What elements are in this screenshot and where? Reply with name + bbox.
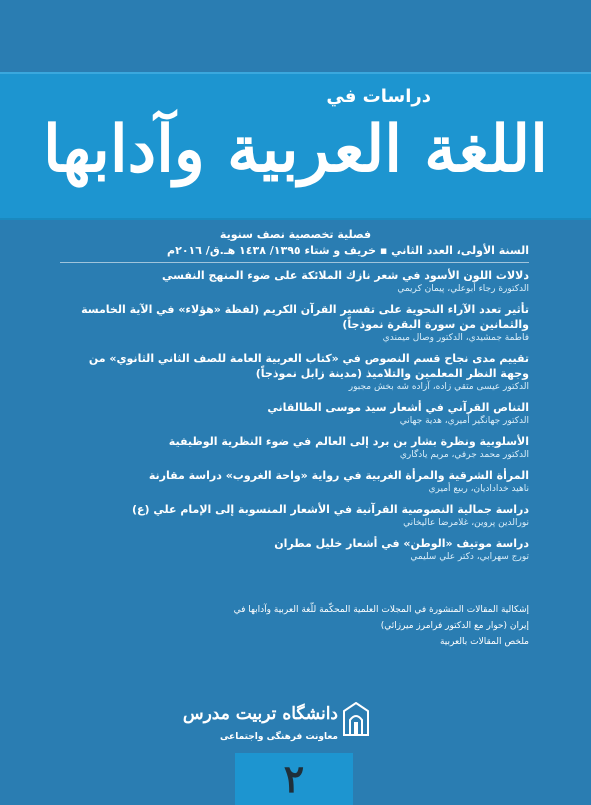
university-emblem-icon bbox=[342, 702, 370, 736]
article-authors: الدكتورة رجاء أبوعلي، پيمان كريمي bbox=[397, 284, 529, 294]
article-title: دراسة موتيف «الوطن» في أشعار خليل مطران bbox=[274, 537, 529, 550]
toc-article-7[interactable] bbox=[59, 502, 529, 530]
article-authors: الدكتور عيسى متقي زاده، آزاده شه بخش مجبور bbox=[348, 382, 529, 392]
issue-info: السنة الأولى، العدد الثاني ▪ خريف و شتاء ١٣٩٥/ ١٤٣٨ هـ.ق/ ٢٠١٦م bbox=[167, 244, 529, 257]
toc-article-3[interactable] bbox=[59, 351, 529, 394]
table-of-contents bbox=[59, 268, 529, 570]
issue-divider bbox=[60, 262, 529, 263]
extra-item[interactable]: ملخص المقالات بالعربية bbox=[439, 637, 529, 647]
article-authors: ناهيد خدادادیان، ربیع أميري bbox=[428, 484, 529, 494]
article-authors: نورالدين پروين، غلامرضا عاليخاني bbox=[403, 518, 529, 528]
publisher-logo bbox=[182, 700, 370, 750]
article-authors: فاطمة جمشيدي، الدكتور وصال ميمندي bbox=[382, 333, 529, 343]
publisher-subtitle: معاونت فرهنگی واجتماعی bbox=[219, 732, 338, 742]
article-title: التناص القرآني في أشعار سيد موسى الطالقاني bbox=[267, 401, 529, 414]
article-title: دراسة جمالية النصوصية القرآنية في الأشعار المنسوبة إلى الإمام علي (ع) bbox=[131, 503, 529, 516]
article-title: الأسلوبية ونظرة بشار بن برد إلى العالم في ضوء النظرية الوظيفية bbox=[168, 435, 529, 448]
article-authors: تورج سهرابي، دكتر علي سليمي bbox=[410, 552, 529, 562]
additional-sections bbox=[59, 602, 529, 650]
journal-subtitle: فصلية تخصصية نصف سنوية bbox=[219, 228, 372, 241]
toc-article-6[interactable] bbox=[59, 468, 529, 496]
band-top-line bbox=[0, 72, 591, 74]
article-title: المرأة الشرقية والمرأة الغربية في رواية «واحة الغروب» دراسة مقارنة bbox=[148, 469, 529, 482]
article-title: تقييم مدى نجاح قسم النصوص في «كتاب العربية العامة للصف الثاني الثانوي» من وجهة النظر المعلمين والتلاميذ (مدينة زابل نموذجاً) bbox=[88, 352, 529, 380]
title-kicker: دراسات في bbox=[326, 86, 431, 107]
article-title: تأثير تعدد الآراء النحوية على تفسير القرآن الكريم (لفظة «هؤلاء» في الآية الخامسة والثمانين من سورة البقرة نموذجاً) bbox=[81, 303, 529, 331]
toc-article-2[interactable] bbox=[59, 302, 529, 345]
extra-item[interactable]: إشكالية المقالات المنشورة في المجلات العلمية المحكّمة للّغة العربية وآدابها في bbox=[233, 605, 529, 615]
toc-article-4[interactable] bbox=[59, 400, 529, 428]
toc-article-8[interactable] bbox=[59, 536, 529, 564]
article-authors: الدكتور جهانگير أميري، هدية جهاني bbox=[399, 416, 529, 426]
journal-title: اللغة العربية وآدابها bbox=[43, 112, 548, 187]
extra-item[interactable]: إيران (حوار مع الدكتور فرامرز ميرزائي) bbox=[380, 621, 529, 631]
toc-article-1[interactable] bbox=[59, 268, 529, 296]
article-authors: الدكتور محمد جرفي، مريم يادگاري bbox=[399, 450, 529, 460]
issue-number-badge: ٢ bbox=[235, 753, 353, 805]
publisher-name: دانشگاه تربیت مدرس bbox=[182, 704, 338, 724]
toc-article-5[interactable] bbox=[59, 434, 529, 462]
article-title: دلالات اللون الأسود في شعر نازك الملائكة على ضوء المنهج النفسي bbox=[162, 269, 529, 282]
